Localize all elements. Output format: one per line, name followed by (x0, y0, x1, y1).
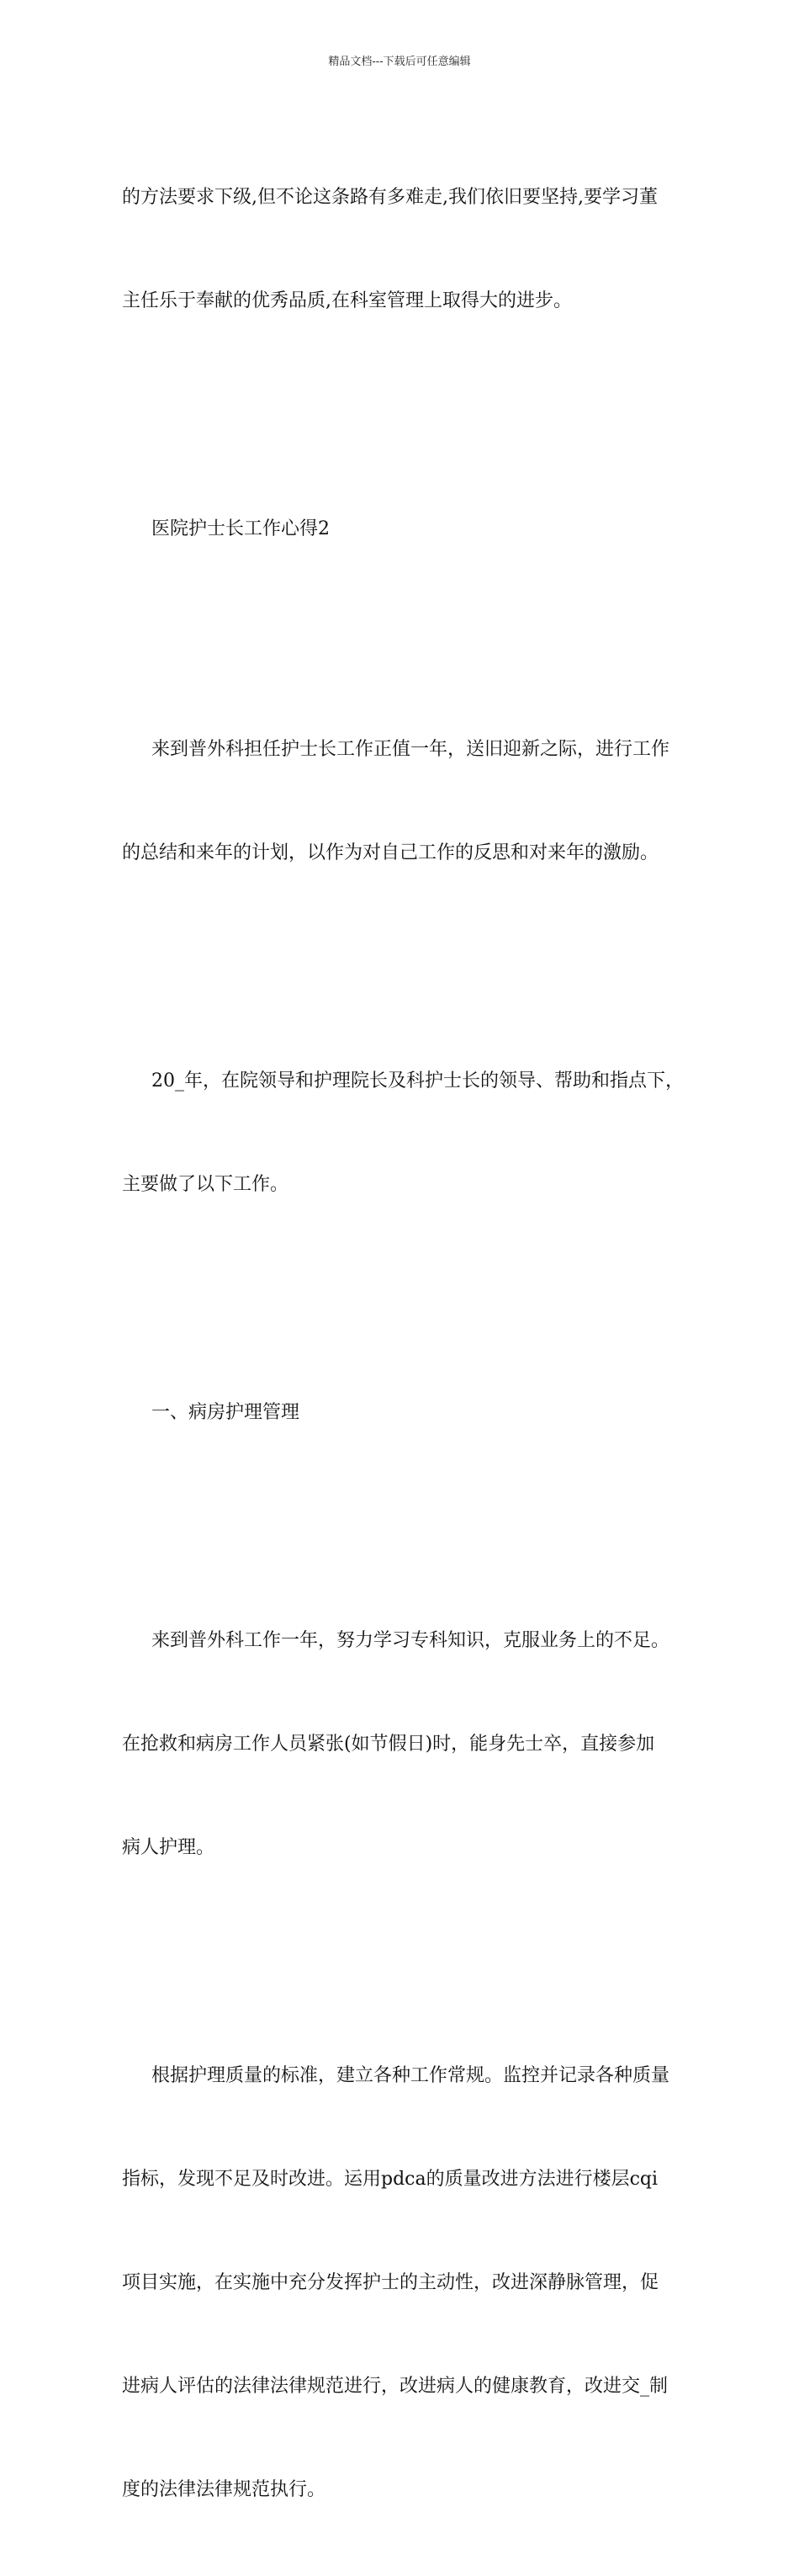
text-line: 度的法律法律规范执行。 (122, 2479, 326, 2500)
paragraph (122, 1989, 684, 2576)
text-line: 主任乐于奉献的优秀品质,在科室管理上取得大的进步。 (122, 290, 572, 311)
paragraph-continuation (122, 111, 684, 387)
text-line: 指标，发现不足及时改进。运用pdca的质量改进方法进行楼层cqi (122, 2169, 659, 2190)
text-line: 一、病房护理管理 (151, 1402, 300, 1423)
paragraph (122, 995, 684, 1271)
text-line: 主要做了以下工作。 (122, 1174, 289, 1195)
document-body (122, 111, 684, 2576)
text-line: 在抢救和病房工作人员紧张(如节假日)时，能身先士卒，直接参加 (122, 1734, 655, 1755)
text-line: 病人护理。 (122, 1837, 215, 1858)
section-title (122, 443, 684, 615)
text-line: 进病人评估的法律法律规范进行，改进病人的健康教育，改进交_制 (122, 2376, 669, 2397)
text-line: 来到普外科担任护士长工作正值一年，送旧迎新之际，进行工作 (151, 739, 670, 760)
paragraph (122, 1554, 684, 1934)
text-line: 的方法要求下级,但不论这条路有多难走,我们依旧要坚持,要学习董 (122, 187, 658, 208)
text-line: 医院护士长工作心得2 (151, 518, 330, 539)
paragraph (122, 663, 684, 939)
text-line: 来到普外科工作一年，努力学习专科知识，克服业务上的不足。 (151, 1630, 670, 1651)
subheading (122, 1326, 684, 1499)
text-line: 项目实施，在实施中充分发挥护士的主动性，改进深静脉管理，促 (122, 2272, 659, 2293)
page-header: 精品文档---下载后可任意编辑 (328, 56, 471, 68)
text-line: 20_年，在院领导和护理院长及科护士长的领导、帮助和指点下， (151, 1070, 684, 1091)
text-line: 根据护理质量的标准，建立各种工作常规。监控并记录各种质量 (151, 2065, 670, 2086)
text-line: 的总结和来年的计划，以作为对自己工作的反思和对来年的激励。 (122, 842, 659, 863)
